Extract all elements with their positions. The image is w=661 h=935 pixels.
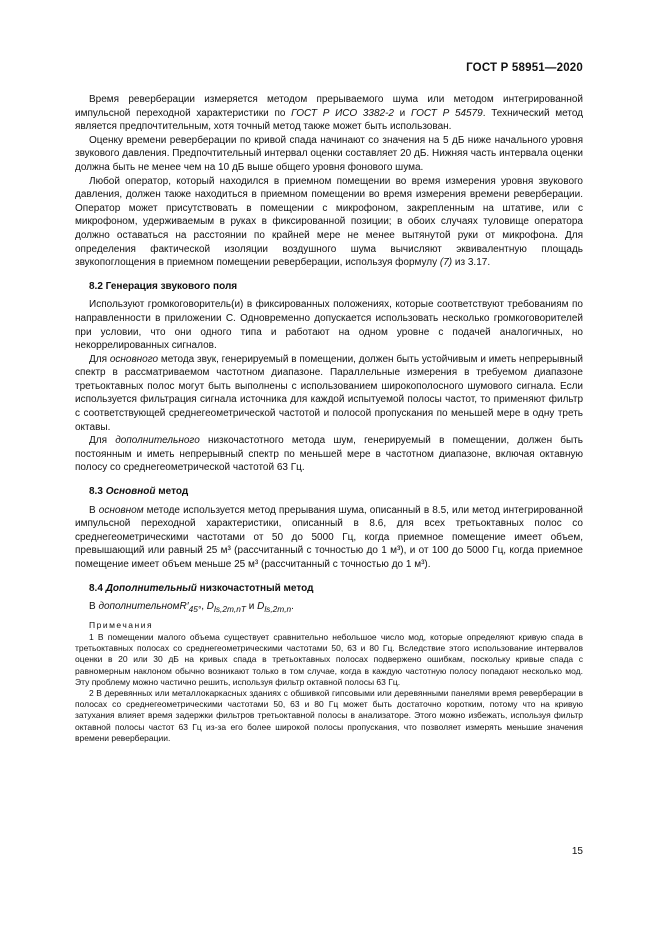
section-heading-8-4: 8.4 Дополнительный низкочастотный метод <box>89 582 314 594</box>
paragraph-reverberation-methods: Время реверберации измеряется методом прерываемого шума или методом интегрированной импульсной переходной характеристики по ГОСТ Р ИСО 3382-2 и ГОСТ Р 54579. Технический метод является предпочтительным, хотя точный метод также может быть использован. <box>75 94 583 133</box>
section-heading-8-2: 8.2 Генерация звукового поля <box>89 280 238 292</box>
notes-title: Примечания <box>89 619 154 630</box>
page-number: 15 <box>571 846 583 857</box>
symbol-r-prime: $R'_{45^\circ}$ <box>179 601 202 615</box>
note-1: 1 В помещении малого объема существует сравнительно небольшое число мод, которые определяют кривую спада в третьоктавных полосах со среднегеометрическими частотами 50, 63 и 80 Гц. Вследствие этого использование интервалов оценки в 20 или 30 дБ на кривых спада в третьоктавных полосах подвержено ошибкам, поскольку кривые спада с равномерным наклоном обычно возникают только в том случае, когда в каждую частотную полосу попадают несколько мод. Эту проблему можно частично решить, используя фильтр октавной полосы 63 Гц. <box>75 631 583 687</box>
notes-block <box>75 620 583 744</box>
section-heading-8-3: 8.3 Основной метод <box>89 486 189 498</box>
paragraph-operator: Любой оператор, который находился в приемном помещении во время измерения уровня звукового давления, должен также находиться в приемном помещении во время измерения времени реверберации. Оператор может присутствовать в помещении с микрофоном, закрепленным на штативе, или с микрофоном, удерживаемым в руках в фиксированной позиции; в обоих случаях туловище оператора должно оставаться на расстоянии по крайней мере не менее вытянутой руки от микрофона. Для определения фактической изоляции воздушного шума вычисляют эквивалентную площадь звукопоглощения в приемном помещении реверберации, используя формулу (7) из 3.17. <box>75 175 583 269</box>
paragraph-main-method-sound: Для основного метода звук, генерируемый в помещении, должен быть устойчивым и иметь непрерывный спектр в рассматриваемом частотном диапазоне. Параллельные измерения в требуемом диапазоне третьоктавных полос могут быть выполнены с использованием широкополосного шумового сигнала. Если используется фильтрация сигнала источника для каждой испытуемой полосы частот, то применяют фильтр с соответствующей среднегеометрической частотой и полосой пропускания по меньшей мере в одну треть октавы. <box>75 353 583 433</box>
paragraph-additional-method: В $дополнительномR'_{45^\circ}$, $D_{ls,2m,nT}$ и $D_{ls,2m,n}$. <box>89 601 294 615</box>
symbol-d-n: $D_{ls,2m,n}$ <box>257 601 292 615</box>
symbol-d-nt: $D_{ls,2m,nT}$ <box>206 601 246 615</box>
standard-header: ГОСТ Р 58951—2020 <box>466 62 583 74</box>
note-2: 2 В деревянных или металлокаркасных зданиях с обшивкой гипсовыми или деревянными панелями время реверберации в полосах со среднегеометрическими частотами 50, 63 и 80 Гц может быть достаточно коротким, потому что на кривую затухания влияет время задержки фильтров третьоктавной полосы в анализаторе. Этого можно избежать, используя фильтр октавной полосы частот 63 Гц из-за его более широкой полосы пропускания, что позволяет измерять меньшие значения времени реверберации. <box>75 688 583 743</box>
page-body <box>75 93 583 744</box>
paragraph-low-frequency-noise: Для дополнительного низкочастотного метода шум, генерируемый в помещении, должен быть постоянным и иметь непрерывный спектр по меньшей мере в частотном диапазоне, включая октавную полосу со среднегеометрической частотой 63 Гц. <box>75 435 583 474</box>
paragraph-decay-evaluation: Оценку времени реверберации по кривой спада начинают со значения на 5 дБ ниже начального уровня звукового давления. Предпочтительный интервал оценки составляет 20 дБ. Нижняя часть интервала оценки должна быть не менее чем на 10 дБ выше общего уровня фонового шума. <box>75 134 583 173</box>
paragraph-main-method: В основном методе используется метод прерывания шума, описанный в 8.5, или метод интегрированной импульсной переходной характеристики, описанный в 8.6, для всех третьоктавных полос со среднегеометрическими частотами от 50 до 5000 Гц, когда приемное помещение имеет объем, превышающий или равный 25 м³ (рассчитанный с точностью до 1 м³), и от 100 до 5000 Гц, когда приемное помещение имеет объем меньше 25 м³ (рассчитанный с точностью до 1 м³). <box>75 504 583 570</box>
paragraph-loudspeakers: Используют громкоговоритель(и) в фиксированных положениях, которые соответствуют требованиям по направленности в приложении С. Одновременно допускается использовать несколько громкоговорителей при условии, что они одного типа и работают на одном уровне с подачей аналогичных, но некоррелированных сигналов. <box>75 299 583 352</box>
